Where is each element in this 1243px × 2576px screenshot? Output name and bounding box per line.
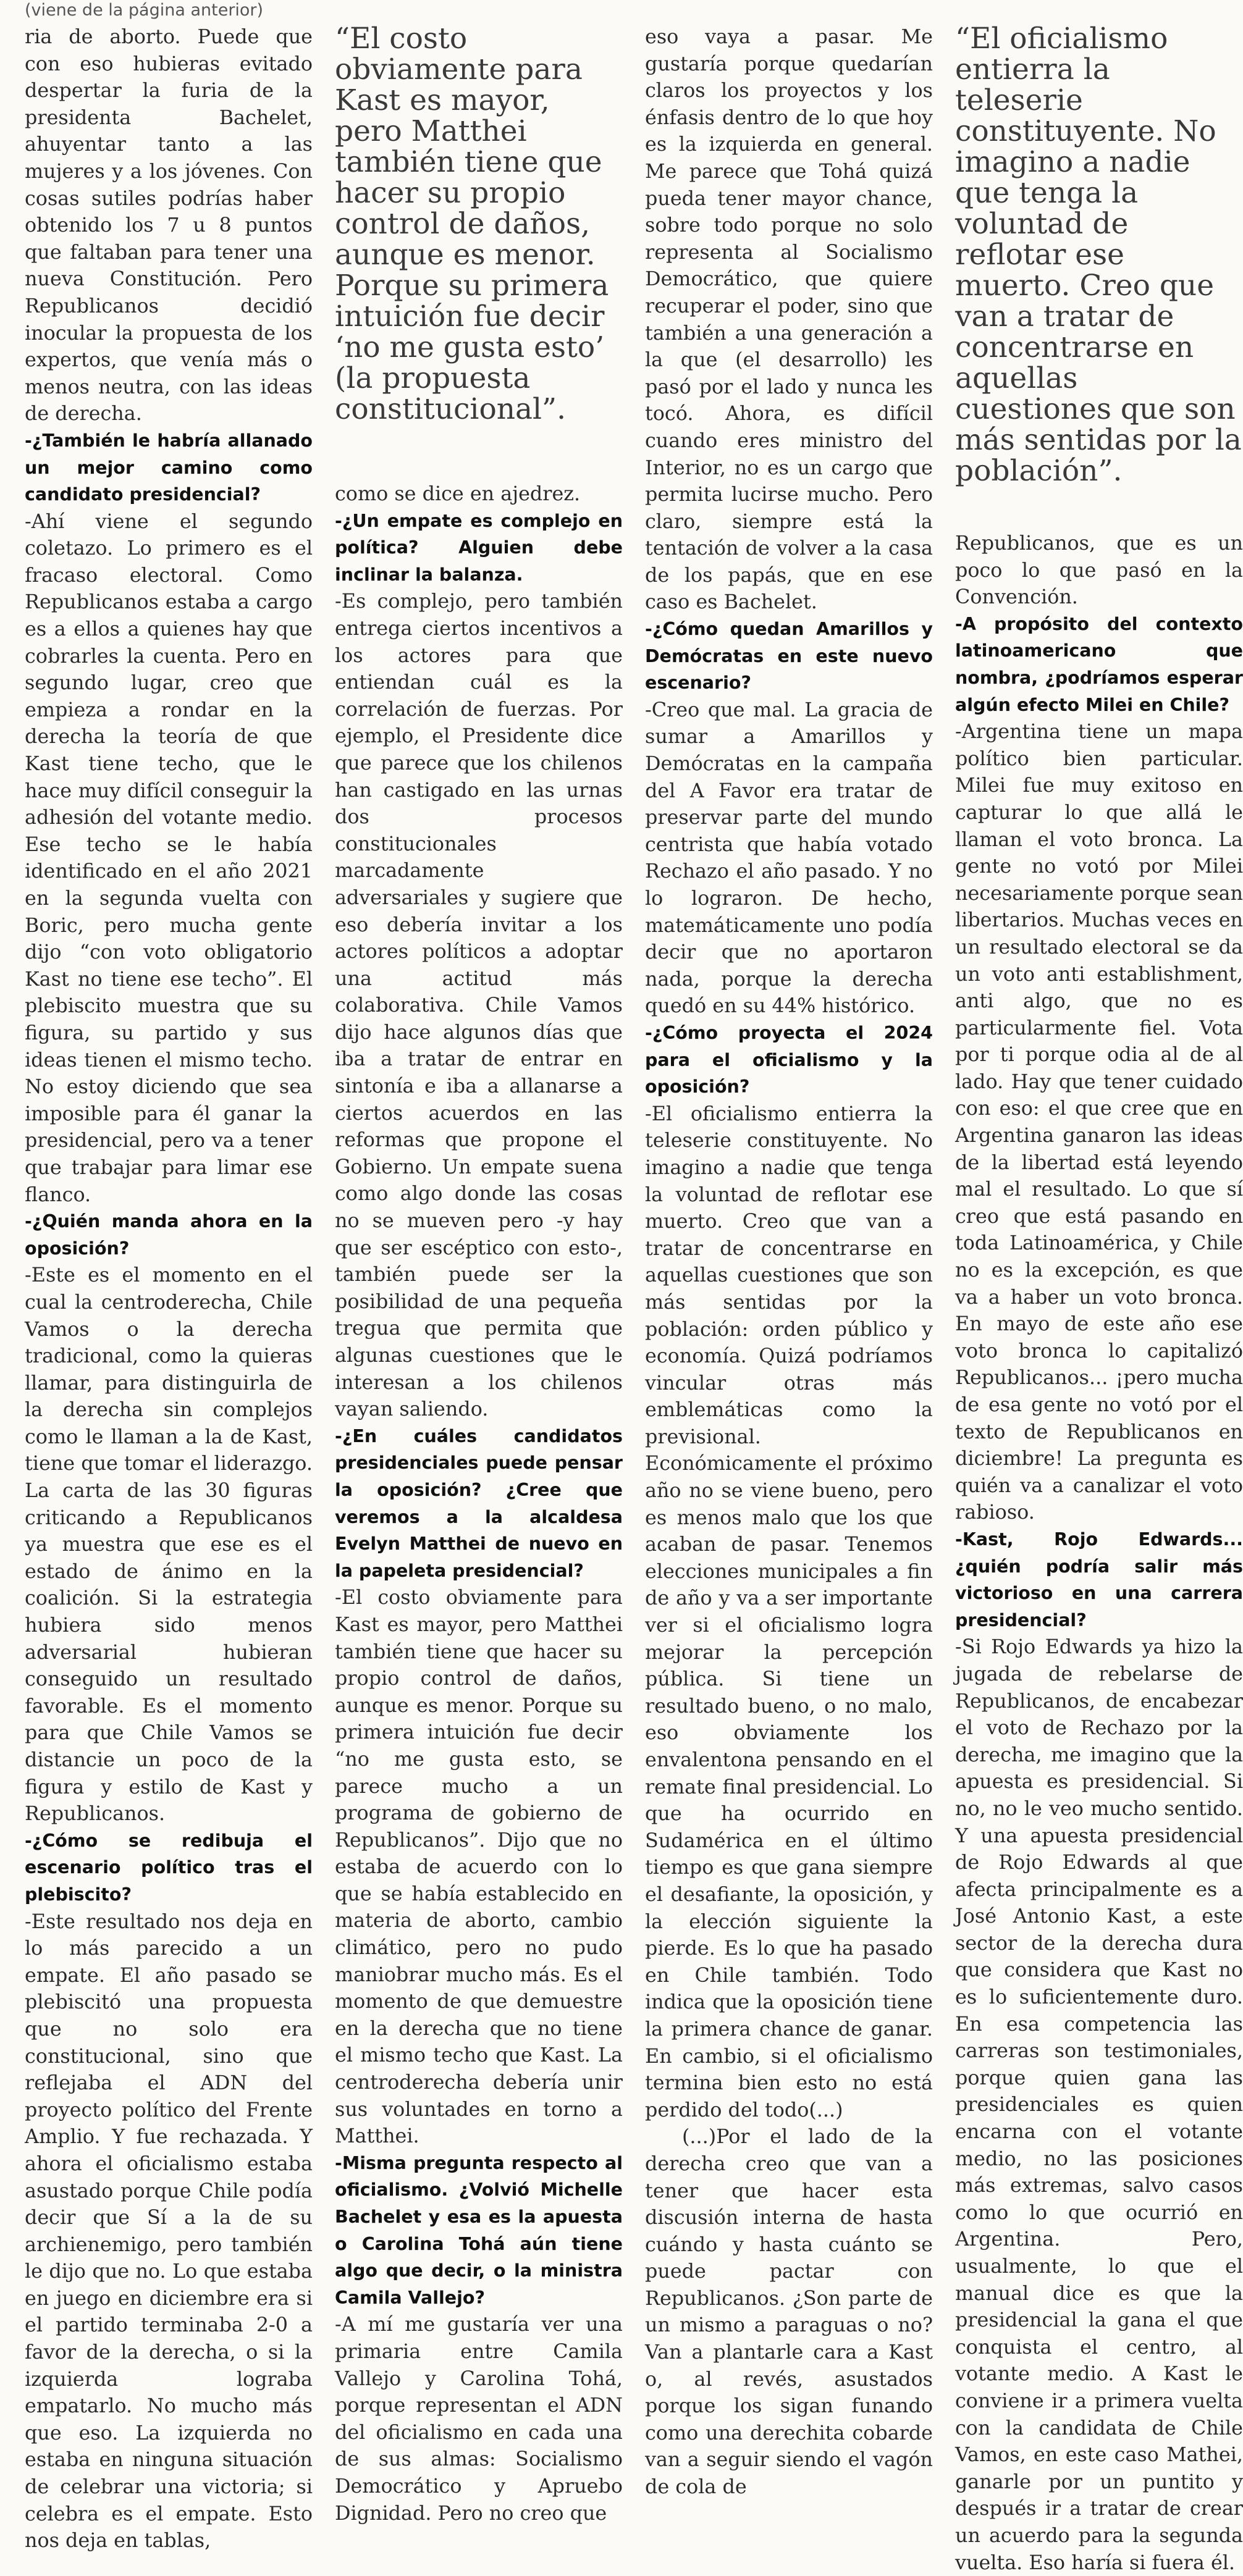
answer-paragraph: -Si Rojo Edwards ya hizo la jugada de rebelarse de Republicanos, de encabezar el voto de Rechazo por la derecha, me imagino que la apuesta es presidencial. Si no, no le veo mucho sentido. Y una apuesta presidencial de Rojo Edwards al que afecta principalmente es a José Antonio Kast, a este sector de la derecha dura que considera que Kast no es lo suficientemente duro. En esa competencia las carreras son testimoniales, porque quien gana las presidenciales es quien encarna con el votante medio, no las posiciones más extremas, salvo casos como lo que ocurrió en Argentina. Pero, usualmente, lo que el manual dice es que la presidencial la gana el que conquista el centro, al votante medio. A Kast le conviene ir a primera vuelta con la candidata de Chile Vamos, en este caso Mathei, ganarle por un puntito y después ir a tratar de crear un acuerdo para la segunda vuelta. Eso haría si fuera él. xyxy=(955,1635,1243,2574)
pull-quote-2-wrap xyxy=(955,23,1243,530)
answer-paragraph: -El oficialismo entierra la teleserie constituyente. No imagino a nadie que tenga la voluntad de reflotar ese muerto. Creo que van a tratar de concentrarse en aquellas cuestiones que son más sentidas por la población: orden público y economía. Quizá podríamos vincular otras más emblemáticas como la previsional. Económicamente el próximo año no se viene bueno, pero es menos malo que los que acaban de pasar. Tenemos elecciones municipales a fin de año y va a ser importante ver si el oficialismo logra mejorar la percepción pública. Si tiene un resultado bueno, o no malo, eso obviamente los envalentona pensando en el remate final presidencial. Lo que ha ocurrido en Sudamérica en el último tiempo es que gana siempre el desafiante, la oposición, y la elección siguiente la pierde. Es lo que ha pasado en Chile también. Todo indica que la oposición tiene la primera chance de ganar. En cambio, si el oficialismo termina bien esto no está perdido del todo(...) xyxy=(645,1102,933,2121)
pull-quote-2: “El oficialismo entierra la teleserie constituyente. No imagino a nadie que tenga la voluntad de reflotar ese muerto. Creo que van a tratar de concentrarse en aquellas cuestiones que son más sentidas por la población”. xyxy=(955,22,1242,488)
answer-paragraph: eso vaya a pasar. Me gustaría porque quedarían claros los proyectos y los énfasis dentro de lo que hoy es la izquierda en general. Me parece que Tohá quizá pueda tener mayor chance, sobre todo porque no solo representa al Socialismo Democrático, que quiere recuperar el poder, sino que también a una generación a la que (el desarrollo) les pasó por el lado y nunca les tocó. Ahora, es difícil cuando eres ministro del Interior, no es un cargo que permita lucirse mucho. Pero claro, siempre está la tentación de volver a la casa de los papás, que en ese caso es Bachelet. xyxy=(645,25,933,614)
answer-paragraph: (...)Por el lado de la derecha creo que van a tener que hacer esta discusión interna de hasta cuándo y hasta cuánto se puede pactar con Republicanos. ¿Son parte de un mismo a paraguas o no? Van a plantarle cara a Kast o, al revés, asustados porque los sigan funando como una derechita cobarde van a seguir siendo el vagón de cola de xyxy=(645,2125,933,2499)
question: -A propósito del contexto latinoamericano que nombra, ¿podríamos esperar algún efecto Milei en Chile? xyxy=(955,613,1243,715)
question: -¿Cómo quedan Amarillos y Demócratas en este nuevo escenario? xyxy=(645,619,933,694)
question: -Kast, Rojo Edwards... ¿quién podría salir más victorioso en una carrera presidencial? xyxy=(955,1529,1243,1630)
answer-paragraph: -Este resultado nos deja en lo más parecido a un empate. El año pasado se plebiscitó una propuesta que no solo era constitucional, sino que reflejaba el ADN del proyecto político del Frente Amplio. Y fue rechazada. Y ahora el oficialismo estaba asustado porque Chile podía decir que Sí a la de su archienemigo, pero también le dijo que no. Lo que estaba en juego en diciembre era si el partido terminaba 2-0 a favor de la derecha, o si la izquierda lograba empatarlo. No mucho más que eso. La izquierda no estaba en ninguna situación de celebrar una victoria; si celebra es el empate. Esto nos deja en tablas, xyxy=(25,1910,313,2553)
answer-paragraph: -El costo obviamente para Kast es mayor, pero Matthei también tiene que hacer su propio control de daños, aunque es menor. Porque su primera intuición fue decir “no me gusta esto, se parece mucho a un programa de gobierno de Republicanos”. Dijo que no estaba de acuerdo con lo que se había establecido en materia de aborto, cambio climático, pero no pudo maniobrar mucho más. Es el momento de que demuestre en la derecha que no tiene el mismo techo que Kast. La centroderecha debería unir sus voluntades en torno a Matthei. xyxy=(335,1586,623,2148)
continued-note: (viene de la página anterior) xyxy=(25,1,264,20)
column-1 xyxy=(25,23,313,2553)
answer-paragraph: como se dice en ajedrez. xyxy=(335,482,581,505)
question: -¿Quién manda ahora en la oposición? xyxy=(25,1211,313,1259)
column-2 xyxy=(335,22,623,2525)
question: -¿Cómo se redibuja el escenario político tras el plebiscito? xyxy=(25,1830,313,1905)
question: -¿También le habría allanado un mejor camino como candidato presidencial? xyxy=(25,430,313,505)
answer-paragraph: -Creo que mal. La gracia de sumar a Amarillos y Demócratas en la campaña del A Favor era tratar de preservar parte del mundo centrista que había votado Rechazo el año pasado. Y no lo lograron. De hecho, matemáticamente uno podía decir que no aportaron nada, porque la derecha quedó en su 44% histórico. xyxy=(645,698,933,1018)
answer-paragraph: -A mí me gustaría ver una primaria entre Camila Vallejo y Carolina Tohá, porque representan el ADN del oficialismo en cada una de sus almas: Socialismo Democrático y Apruebo Dignidad. Pero no creo que xyxy=(335,2313,623,2525)
answer-paragraph: -Ahí viene el segundo coletazo. Lo primero es el fracaso electoral. Como Republicanos estaba a cargo es a ellos a quienes hay que cobrarles la cuenta. Pero en segundo lugar, creo que empieza a rondar en la derecha la teoría de que Kast tiene techo, que le hace muy difícil conseguir la adhesión del votante medio. Ese techo se le había identificado en el año 2021 en la segunda vuelta con Boric, pero mucha gente dijo “con voto obligatorio Kast no tiene ese techo”. El plebiscito muestra que su figura, su partido y sus ideas tienen el mismo techo. No estoy diciendo que sea imposible para él ganar la presidencial, pero va a tener que trabajar para limar ese flanco. xyxy=(25,510,313,1206)
answer-paragraph: ria de aborto. Puede que con eso hubieras evitado despertar la furia de la presidenta Bachelet, ahuyentar tanto a las mujeres y a los jóvenes. Con cosas sutiles podrías haber obtenido los 7 u 8 puntos que faltaban para tener una nueva Constitución. Pero Republicanos decidió inocular la propuesta de los expertos, que venía más o menos neutra, con las ideas de derecha. xyxy=(25,25,313,426)
question: -Misma pregunta respecto al oficialismo. ¿Volvió Michelle Bachelet y esa es la apuesta o Carolina Tohá aún tiene algo que decir, o la ministra Camila Vallejo? xyxy=(335,2152,623,2308)
answer-paragraph: -Es complejo, pero también entrega ciertos incentivos a los actores para que entiendan cuál es la correlación de fuerzas. Por ejemplo, el Presidente dice que parece que los chilenos han castigado en las urnas dos procesos constitucionales marcadamente adversariales y sugiere que eso debería invitar a los actores políticos a adoptar una actitud más colaborativa. Chile Vamos dijo hace algunos días que iba a tratar de entrar en sintonía e iba a allanarse a ciertos acuerdos en las reformas que propone el Gobierno. Un empate suena como algo donde las cosas no se mueven pero -y hay que ser escéptico con esto-, también puede ser la posibilidad de una pequeña tregua que permita que algunas cuestiones que le interesan a los chilenos vayan saliendo. xyxy=(335,590,623,1421)
column-4 xyxy=(955,22,1243,2574)
answer-paragraph: -Argentina tiene un mapa político bien particular. Milei fue muy exitoso en capturar lo que allá le llaman el voto bronca. La gente no votó por Milei necesariamente porque sean libertarios. Muchas veces en un resultado electoral se da un voto anti establishment, anti algo, que no es particularmente fiel. Vota por ti porque odia al de al lado. Hay que tener cuidado con eso: el que cree que en Argentina ganaron las ideas de la libertad está leyendo mal el resultado. Lo que sí creo que está pasando en toda Latinoamérica, y Chile no es la excepción, es que va a haber un voto bronca. En mayo de este año ese voto bronca lo capitalizó Republicanos... ¡pero mucha de esa gente no votó por el texto de Republicanos en diciembre! La pregunta es quién va a canalizar el voto rabioso. xyxy=(955,720,1243,1524)
column-3 xyxy=(645,23,933,2499)
answer-paragraph: -Este es el momento en el cual la centroderecha, Chile Vamos o la derecha tradicional, como la quieras llamar, para distinguirla de la derecha sin complejos como le llaman a la de Kast, tiene que tomar el liderazgo. La carta de las 30 figuras criticando a Republicanos ya muestra que ese es el estado de ánimo en la coalición. Si la estrategia hubiera sido menos adversarial hubieran conseguido un resultado favorable. Es el momento para que Chile Vamos se distancie un poco de la figura y estilo de Kast y Republicanos. xyxy=(25,1264,313,1826)
answer-paragraph: Republicanos, que es un poco lo que pasó en la Convención. xyxy=(955,532,1243,609)
question: -¿Un empate es complejo en política? Alguien debe inclinar la balanza. xyxy=(335,510,623,585)
pull-quote-1: “El costo obviamente para Kast es mayor, pero Matthei también tiene que hacer su propio control de daños, aunque es menor. Porque su primera intuición fue decir ‘no me gusta esto’ (la propuesta constitucional”. xyxy=(335,22,609,426)
pull-quote-1-wrap xyxy=(335,23,623,480)
question: -¿Cómo proyecta el 2024 para el oficialismo y la oposición? xyxy=(645,1022,933,1097)
question: -¿En cuáles candidatos presidenciales puede pensar la oposición? ¿Cree que veremos a la alcaldesa Evelyn Matthei de nuevo en la papeleta presidencial? xyxy=(335,1425,623,1581)
